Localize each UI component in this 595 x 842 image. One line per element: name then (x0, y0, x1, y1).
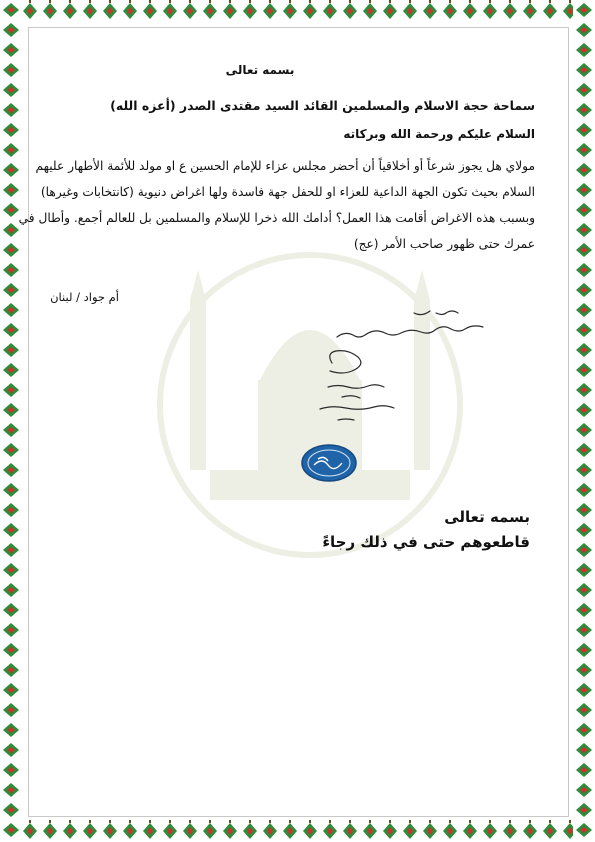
letter-body (18, 153, 535, 257)
letter-basmala: بسمه تعالى (225, 63, 295, 77)
letter-body-line: مولاي هل يجوز شرعاً أو أخلاقياً أن أحضر مجلس عزاء للإمام الحسين ع او مولد للأئمة الأطهار عليهم (35, 159, 535, 173)
letter-body-line: وبسبب هذه الاغراض أقامت هذا العمل؟ أدامك الله ذخرا للإسلام والمسلمين بل للعالم أجمع. وأطال في (18, 211, 535, 225)
reply-basmala: بسمه تعالى (444, 508, 530, 526)
handwritten-reply-signature (308, 305, 488, 425)
decorative-border-right (573, 0, 595, 842)
seal-stamp-icon (300, 443, 358, 483)
letter-body-line: السلام بحيث تكون الجهة الداعية للعزاء او للحفل جهة فاسدة ولها اغراض دنيوية (كانتخابات وغيرها) (40, 185, 535, 199)
decorative-border-top (0, 0, 595, 22)
letter-addressee: سماحة حجة الاسلام والمسلمين القائد السيد مقتدى الصدر (أعزه الله) (110, 98, 535, 113)
decorative-border-bottom (0, 820, 595, 842)
letter-body-line: عمرك حتى ظهور صاحب الأمر (عج) (353, 237, 535, 251)
letter-sender: أم جواد / لبنان (50, 290, 119, 304)
letter-greeting: السلام عليكم ورحمة الله وبركاته (343, 127, 535, 141)
reply-text: قاطعوهم حتى في ذلك رجاءً (322, 533, 530, 551)
decorative-border-left (0, 0, 22, 842)
